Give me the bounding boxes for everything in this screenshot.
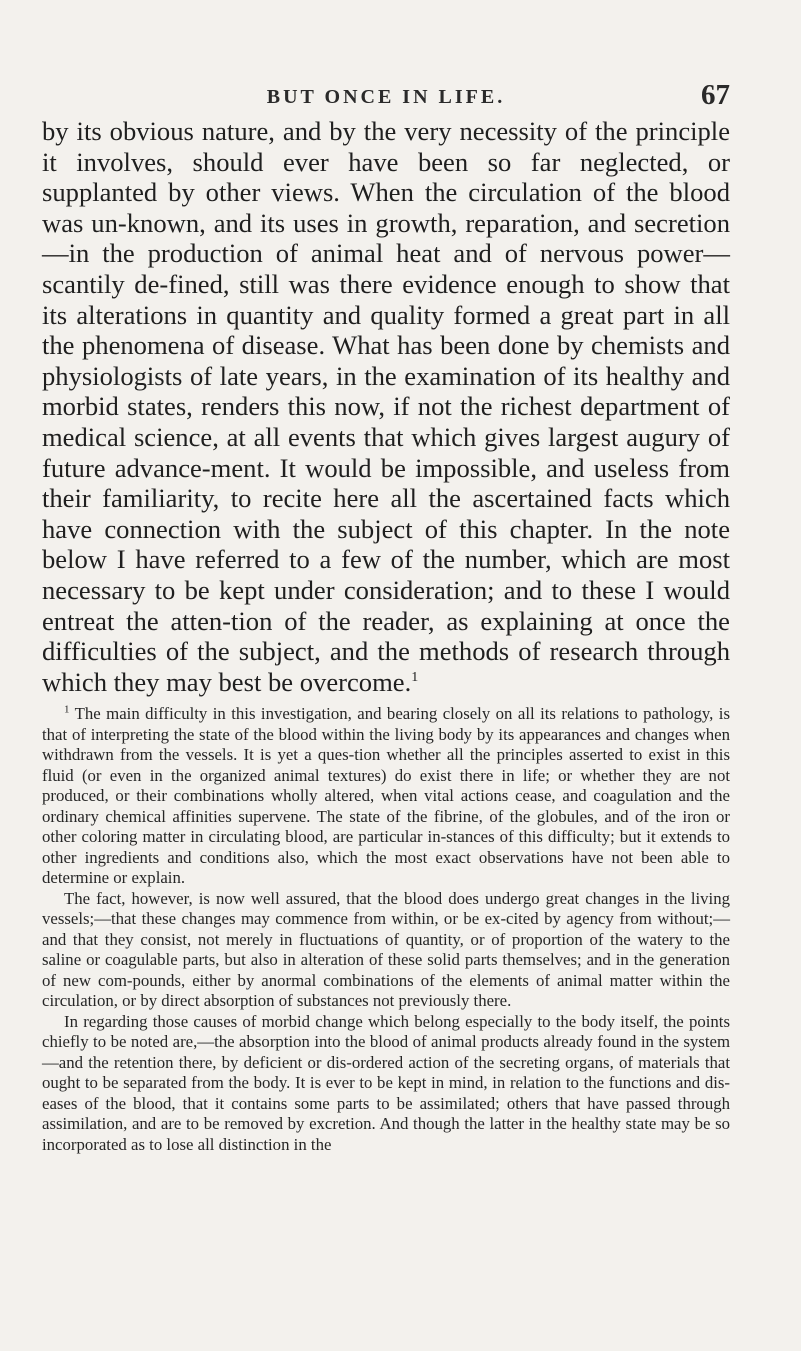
main-paragraph <box>42 116 730 697</box>
footnote-paragraph: In regarding those causes of morbid change which belong especially to the body itself, the points chiefly to be noted are,—the absorption into the blood of animal products already found in the system—and the retention there, by deficient or dis-ordered action of the secreting organs, of materials that ought to be separated from the body. It is ever to be kept in mind, in relation to the functions and dis-eases of the blood, that it contains some parts to be assimilated; others that have passed through assimilation, and are to be removed by excretion. And though the latter in the healthy state may be so incorporated as to lose all distinction in the <box>42 1011 730 1154</box>
footnote-reference: 1 <box>411 669 419 685</box>
footnotes <box>42 704 730 1155</box>
page-header <box>42 79 730 111</box>
footnote-paragraph <box>42 704 730 889</box>
page-number: 67 <box>701 79 730 111</box>
footnote-paragraph: The fact, however, is now well assured, that the blood does undergo great changes in the living vessels;—that these changes may commence from within, or be ex-cited by agency from without;—and that they consist, not merely in fluctuations of quantity, or of proportion of the watery to the saline or coagulable parts, but also in alteration of these solid parts themselves; and in the generation of new com-pounds, either by anormal combinations of the elements of animal matter within the circulation, or by direct absorption of substances not previously there. <box>42 888 730 1010</box>
main-paragraph-text: by its obvious nature, and by the very necessity of the principle it involves, should ever have been so far neglected, or supplanted by other views. When the circulation of the blood was un-known, and its uses in growth, reparation, and secretion—in the production of animal heat and of nervous power—scantily de-fined, still was there evidence enough to show that its alterations in quantity and quality formed a great part in all the phenomena of disease. What has been done by chemists and physiologists of late years, in the examination of its healthy and morbid states, renders this now, if not the richest department of medical science, at all events that which gives largest augury of future advance-ment. It would be impossible, and useless from their familiarity, to recite here all the ascertained facts which have connection with the subject of this chapter. In the note below I have referred to a few of the number, which are most necessary to be kept under consideration; and to these I would entreat the atten-tion of the reader, as explaining at once the difficulties of the subject, and the methods of research through which they may best be overcome. <box>42 116 730 697</box>
footnote-marker: 1 <box>64 703 70 716</box>
running-head: BUT ONCE IN LIFE. <box>266 86 506 108</box>
footnote-text: The main difficulty in this investigation, and bearing closely on all its relations to pathology, is that of interpreting the state of the blood within the living body by its appearances and changes when withdrawn from the vessels. It is yet a ques-tion whether all the principles asserted to exist in this fluid (or even in the organized animal textures) do exist there in life; or whether they are not produced, or their combinations wholly altered, when vital actions cease, and coagulation and the ordinary chemical affinities supervene. The state of the fibrine, of the globules, and of the iron or other coloring matter in circulating blood, are particular in-stances of this difficulty; but it extends to other ingredients and conditions also, which the most exact observations have not been able to determine or explain. <box>42 704 730 887</box>
